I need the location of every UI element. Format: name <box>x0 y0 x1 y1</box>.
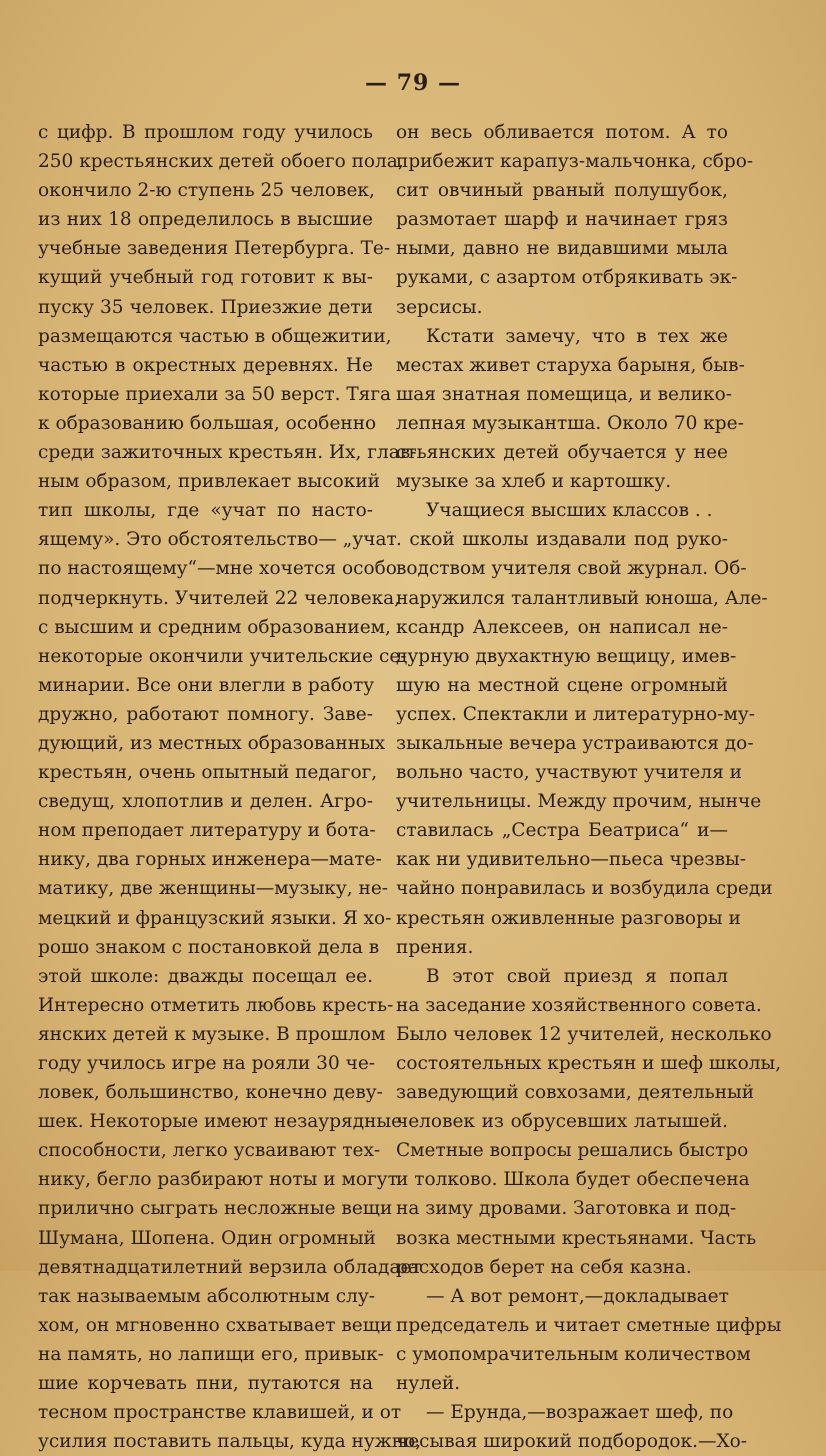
text-line: стьянских детей обучается у нее <box>396 442 728 464</box>
text-line: В этот свой приезд я попал <box>426 965 728 987</box>
text-line: по настоящему“—мне хочется особо <box>38 558 397 580</box>
text-line: ящему». Это обстоятельство— „учат <box>38 529 397 551</box>
text-line: размотает шарф и начинает гряз <box>396 209 728 231</box>
text-line: так называемым абсолютным слу- <box>38 1285 375 1307</box>
text-line: частью в окрестных деревнях. Не <box>38 354 373 376</box>
text-line: с цифр. В прошлом году училось <box>38 122 373 143</box>
text-line: лепная музыкантша. Около 70 кре- <box>396 412 744 434</box>
text-line: крестьян оживленные разговоры и <box>396 907 741 929</box>
text-line: водством учителя свой журнал. Об- <box>396 558 747 580</box>
text-line: чайно понравилась и возбудила среди <box>396 878 773 900</box>
text-line: тесном пространстве клавишей, и от <box>38 1402 402 1424</box>
text-line: дружно, работают помногу. Заве- <box>38 703 373 725</box>
text-line: сведущ, хлопотлив и делен. Агро- <box>38 791 373 813</box>
text-line: минарии. Все они влегли в работу <box>38 674 375 696</box>
text-line: Шумана, Шопена. Один огромный <box>38 1227 376 1249</box>
text-line: он весь обливается потом. А то <box>396 122 728 143</box>
text-line: некоторые окончили учительские се- <box>38 645 407 667</box>
text-line: янских детей к музыке. В прошлом <box>38 1023 386 1045</box>
text-line: . ской школы издавали под руко- <box>396 529 728 551</box>
text-line: подчеркнуть. Учителей 22 человека, <box>38 587 401 609</box>
text-line: с высшим и средним образованием, <box>38 616 391 638</box>
text-line: на память, но лапищи его, привык- <box>38 1343 384 1365</box>
text-line: ловек, большинство, конечно деву- <box>38 1082 383 1104</box>
text-line: девятнадцатилетний верзила обладает <box>38 1256 422 1278</box>
text-line: зыкальные вечера устраиваются до- <box>396 732 754 754</box>
text-line: тип школы, где «учат по насто- <box>38 500 373 522</box>
text-line: нику, бегло разбирают ноты и могут <box>38 1169 398 1191</box>
text-line: ксандр Алексеев, он написал не- <box>396 616 728 638</box>
text-line: музыке за хлеб и картошку. <box>396 471 672 493</box>
text-line: рошо знаком с постановкой дела в <box>38 936 380 958</box>
text-line: ном преподает литературу и бота- <box>38 820 376 842</box>
text-line: ными, давно не видавшими мыла <box>396 238 728 260</box>
text-line: дурную двухактную вещицу, имев- <box>396 645 737 667</box>
text-line: шая знатная помещица, и велико- <box>396 383 733 405</box>
text-line: Учащиеся высших классов . . <box>426 500 713 522</box>
text-line: размещаются частью в общежитии, <box>38 325 392 347</box>
text-line: шую на местной сцене огромный <box>396 674 728 696</box>
text-line: ным образом, привлекает высокий <box>38 471 380 493</box>
text-line: председатель и читает сметные цифры <box>396 1314 782 1336</box>
text-line: усилия поставить пальцы, куда нужно, <box>38 1431 422 1453</box>
text-line: дующий, из местных образованных <box>38 732 386 754</box>
text-line: и толково. Школа будет обеспечена <box>396 1169 750 1191</box>
text-line: Интересно отметить любовь кресть- <box>38 994 394 1016</box>
text-line: которые приехали за 50 верст. Тяга <box>38 383 392 405</box>
text-line: заведующий совхозами, деятельный <box>396 1082 755 1104</box>
page-number: — 79 — <box>365 70 461 96</box>
text-line: — Ерунда,—возражает шеф, по <box>426 1402 734 1424</box>
text-line: местах живет старуха барыня, быв- <box>396 354 745 376</box>
text-line: на зиму дровами. Заготовка и под- <box>396 1198 737 1220</box>
text-line: как ни удивительно—пьеса чрезвы- <box>396 849 747 871</box>
text-line: прилично сыграть несложные вещи <box>38 1198 393 1220</box>
text-line: — А вот ремонт,—докладывает <box>426 1285 729 1307</box>
text-line: шек. Некоторые имеют незаурядные <box>38 1111 403 1133</box>
text-line: Сметные вопросы решались быстро <box>396 1140 749 1162</box>
text-line: хом, он мгновенно схватывает вещи <box>38 1314 393 1336</box>
text-line: кущий учебный год готовит к вы- <box>38 267 373 289</box>
text-line: ставилась „Сестра Беатриса“ и— <box>396 820 728 842</box>
text-line: учительницы. Между прочим, нынче <box>396 791 762 813</box>
text-line: среди зажиточных крестьян. Их, глав- <box>38 442 417 464</box>
text-line: учебные заведения Петербурга. Те- <box>38 238 391 260</box>
left-column <box>38 118 422 1456</box>
text-line: к образованию большая, особенно <box>38 412 377 434</box>
text-line: окончило 2-ю ступень 25 человек, <box>38 180 375 202</box>
text-line: шие корчевать пни, путаются на <box>38 1373 373 1395</box>
text-line: на заседание хозяйственного совета. <box>396 994 762 1016</box>
text-line: вольно часто, участвуют учителя и <box>396 762 743 784</box>
text-line: прибежит карапуз-мальчонка, сбро- <box>396 151 754 173</box>
text-line: Кстати замечу, что в тех же <box>426 325 728 347</box>
text-line: матику, две женщины—музыку, не- <box>38 878 389 900</box>
text-line: расходов берет на себя казна. <box>396 1256 692 1278</box>
text-line: руками, с азартом отбрякивать эк- <box>396 267 738 289</box>
text-line: успех. Спектакли и литературно-му- <box>396 703 756 725</box>
text-line: способности, легко усваивают тех- <box>38 1140 381 1162</box>
text-line: из них 18 определилось в высшие <box>38 209 373 231</box>
text-line: Было человек 12 учителей, несколько <box>396 1023 772 1045</box>
text-line: прения. <box>396 936 474 958</box>
text-line: зерсисы. <box>396 296 483 318</box>
text-line: состоятельных крестьян и шеф школы, <box>396 1053 782 1074</box>
text-line: чесывая широкий подбородок.—Хо- <box>396 1431 748 1453</box>
text-line: сит овчиный рваный полушубок, <box>396 180 728 202</box>
text-line: 250 крестьянских детей обоего пола, <box>38 151 404 173</box>
text-line: этой школе: дважды посещал ее. <box>38 965 373 987</box>
text-line: крестьян, очень опытный педагог, <box>38 762 378 784</box>
text-line: пуску 35 человек. Приезжие дети <box>38 296 373 318</box>
text-line: с умопомрачительным количеством <box>396 1343 751 1365</box>
text-line: наружился талантливый юноша, Але- <box>396 587 768 609</box>
text-line: мецкий и французский языки. Я хо- <box>38 907 392 929</box>
text-line: человек из обрусевших латышей. <box>396 1111 728 1133</box>
text-line: нулей. <box>396 1373 461 1395</box>
right-column <box>396 118 782 1456</box>
text-line: возка местными крестьянами. Часть <box>396 1227 757 1249</box>
text-line: нику, два горных инженера—мате- <box>38 849 382 871</box>
text-line: году училось игре на рояли 30 че- <box>38 1053 376 1074</box>
